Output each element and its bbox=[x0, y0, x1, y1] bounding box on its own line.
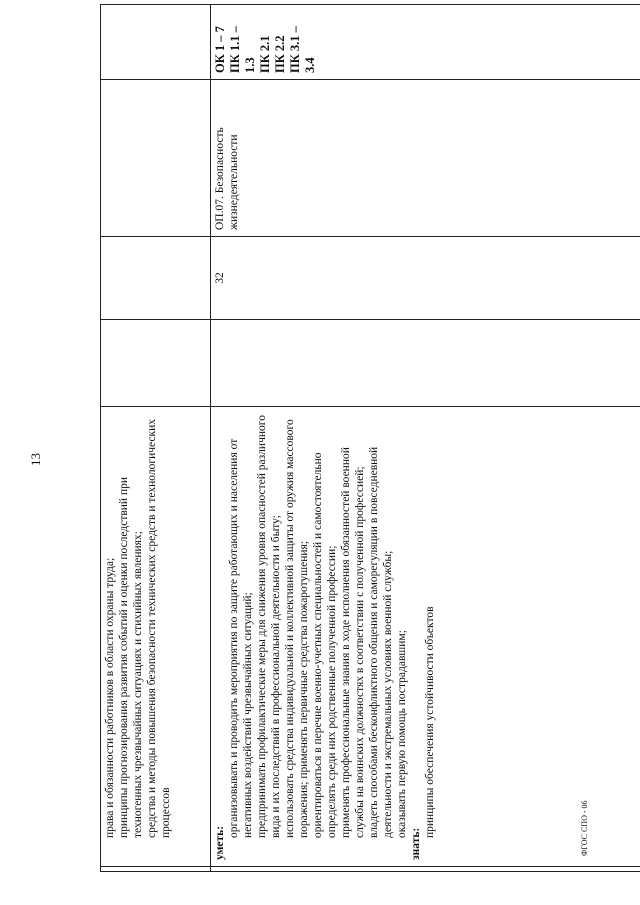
skill-item: ориентироваться в перечне военно-учетных специальностей и самостоятельно определять среди них родственные полученной профессии; bbox=[312, 452, 338, 838]
document-body bbox=[100, 5, 640, 872]
skill-item: оказывать первую помощь пострадавшим; bbox=[396, 630, 408, 838]
cell-competencies bbox=[211, 5, 640, 80]
skill-item: права и обязанности работников в области охраны труда; bbox=[104, 557, 116, 838]
table-row-top bbox=[101, 5, 211, 872]
page-number: 13 bbox=[28, 453, 43, 466]
competency-code: ПК 3.1 – 3.4 bbox=[288, 26, 317, 73]
skill-item: средства и методы повышения безопасности технических средств и технологических процессов bbox=[146, 419, 172, 838]
cell-index bbox=[211, 867, 640, 872]
section-heading: уметь: bbox=[214, 825, 226, 860]
cell-hours-required: 32 bbox=[211, 237, 640, 320]
competency-code: ПК 1.1 – 1.3 bbox=[228, 26, 257, 73]
cell-index bbox=[101, 867, 211, 872]
competency-code: ПК 2.1 bbox=[258, 35, 272, 73]
cell-discipline bbox=[101, 80, 211, 237]
skill-item: организовывать и проводить мероприятия по защите работающих и населения от негативных воздействий чрезвычайных ситуаций; bbox=[228, 438, 254, 838]
section-heading: знать: bbox=[410, 827, 422, 860]
cell-discipline: ОП.07. Безопасность жизнедеятельности bbox=[211, 80, 640, 237]
cell-hours-max bbox=[211, 320, 640, 407]
cell-knowledge-continued bbox=[101, 407, 211, 867]
competency-code: ОК 1 – 7 bbox=[213, 26, 227, 73]
rotated-table-wrapper bbox=[100, 5, 640, 872]
skill-item: принципы обеспечения устойчивости объектов bbox=[424, 606, 436, 838]
skill-item: использовать средства индивидуальной и коллективной защиты от оружия массового поражения; применять первичные средства пожаротушения; bbox=[284, 419, 310, 838]
curriculum-table bbox=[100, 4, 640, 872]
cell-competencies bbox=[101, 5, 211, 80]
skill-item: предпринимать профилактические меры для снижения уровня опасностей различного вида и их последствий в профессиональной деятельности и быту; bbox=[256, 415, 282, 838]
cell-hours-required bbox=[101, 237, 211, 320]
skill-item: принципы прогнозирования развития событий и оценки последствий при техногенных чрезвычайных ситуациях и стихийных явлениях; bbox=[118, 476, 144, 838]
skill-item: применять профессиональные знания в ходе исполнения обязанностей военной службы на воинских должностях в соответствии с полученной профессией; bbox=[340, 447, 366, 838]
cell-skills-knowledge bbox=[211, 407, 640, 867]
footer-code: ФГОС СПО - 06 bbox=[580, 800, 589, 856]
competency-code: ПК 2.2 bbox=[273, 35, 287, 73]
skill-item: владеть способами бесконфликтного общения и саморегуляции в повседневной деятельности и экстремальных условиях военной службы; bbox=[368, 446, 394, 838]
cell-hours-max bbox=[101, 320, 211, 407]
table-row-main bbox=[211, 5, 640, 872]
